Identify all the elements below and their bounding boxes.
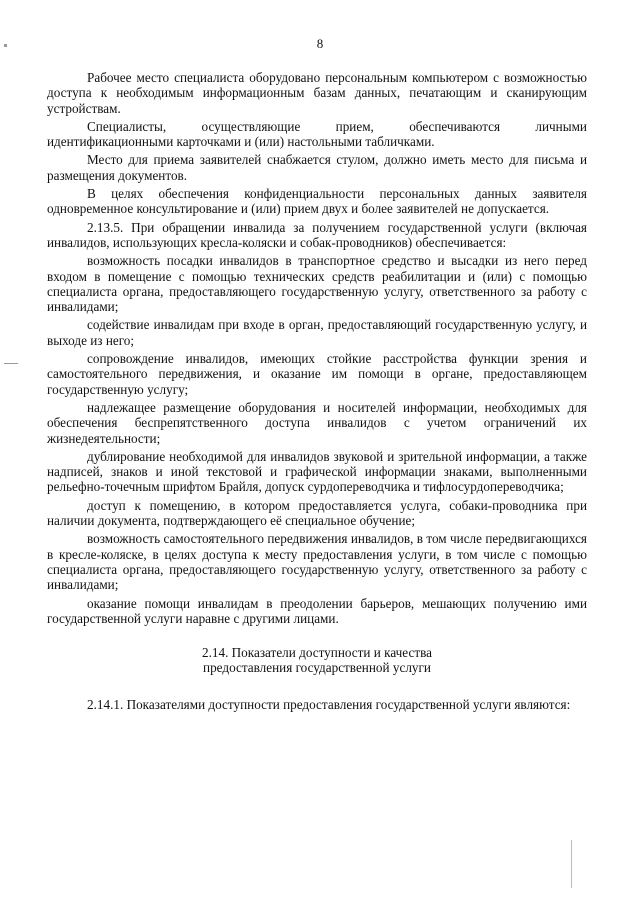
paragraph: содействие инвалидам при входе в орган, предоставляющий государственную услугу, и выходе из него; bbox=[47, 317, 587, 348]
paragraph: сопровождение инвалидов, имеющих стойкие расстройства функции зрения и самостоятельного передвижения, и оказание им помощи в органе, предоставляющем государственную услугу; bbox=[47, 351, 587, 397]
paragraph: оказание помощи инвалидам в преодолении барьеров, мешающих получению ими государственной услуги наравне с другими лицами. bbox=[47, 595, 587, 626]
paragraph: Специалисты, осуществляющие прием, обеспечиваются личными идентификационными карточками и (или) настольными табличками. bbox=[47, 118, 587, 150]
page-number: 8 bbox=[316, 36, 324, 51]
paragraph: В целях обеспечения конфиденциальности персональных данных заявителя одновременное консультирование и (или) прием двух и более заявителей не допускается. bbox=[47, 186, 587, 217]
paragraph: 2.14.1. Показателями доступности предоставления государственной услуги являются: bbox=[87, 696, 571, 712]
paragraph: надлежащее размещение оборудования и носителей информации, необходимых для обеспечения беспрепятственного доступа инвалидов с учетом ограничений их жизнедеятельности; bbox=[47, 399, 587, 446]
paragraph: возможность посадки инвалидов в транспортное средство и высадки из него перед входом в помещение с помощью технических средств реабилитации и (или) с помощью специалиста органа, предоставляющего государственную услугу, ответственного за работу с инвалидами; bbox=[47, 253, 587, 315]
section-heading-line: предоставления государственной услуги bbox=[203, 660, 431, 676]
document-body bbox=[47, 70, 587, 715]
paragraph: Рабочее место специалиста оборудовано персональным компьютером с возможностью доступа к необходимым информационным базам данных, печатающим и сканирующим устройствам. bbox=[47, 70, 587, 116]
paragraph: возможность самостоятельного передвижения инвалидов, в том числе передвигающихся в кресле-коляске, в целях доступа к месту предоставления услуги, в том числе с помощью специалиста органа, предоставляющего государственную услугу, ответственного за работу с инвалидами; bbox=[47, 531, 587, 593]
paragraph: Место для приема заявителей снабжается стулом, должно иметь место для письма и размещения документов. bbox=[47, 152, 587, 183]
paragraph: 2.13.5. При обращении инвалида за получением государственной услуги (включая инвалидов, использующих кресла-коляски и собак-проводников) обеспечивается: bbox=[47, 219, 587, 250]
section-heading-line: 2.14. Показатели доступности и качества bbox=[201, 645, 433, 661]
paragraph: доступ к помещению, в котором предоставляется услуга, собаки-проводника при наличии документа, подтверждающего её специальное обучение; bbox=[47, 497, 587, 529]
section-heading bbox=[47, 645, 587, 676]
scan-mark bbox=[4, 363, 18, 364]
paragraph: дублирование необходимой для инвалидов звуковой и зрительной информации, а также надписей, знаков и иной текстовой и графической информации знаками, выполненными рельефно-точечным шрифтом Брайля, допуск сурдопереводчика и тифлосурдопереводчика; bbox=[47, 448, 587, 495]
scan-mark bbox=[571, 840, 572, 888]
